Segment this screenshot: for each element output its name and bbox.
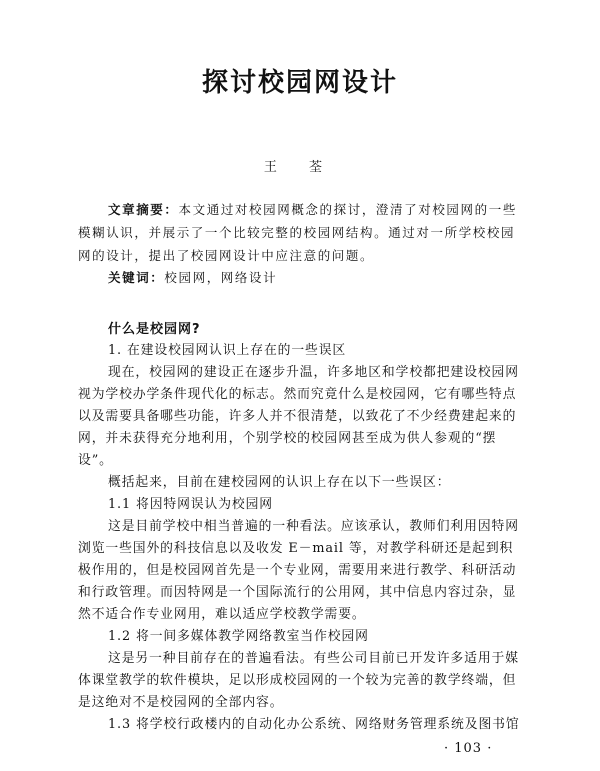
- paragraph-2: 概括起来，目前在建校园网的认识上存在以下一些误区：: [108, 475, 451, 490]
- subheading-1-3: 1.3 将学校行政楼内的自动化办公系统、网络财务管理系统及图书馆: [108, 717, 520, 732]
- keywords-label: 关键词：: [108, 270, 165, 285]
- subheading-1-2: 1.2 将一间多媒体教学网络教室当作校园网: [108, 629, 369, 644]
- abstract-text: 本文通过对校园网概念的探讨，澄清了对校园网的一些模糊认识，并展示了一个比较完整的校园网结构。通过对一所学校校园网的设计，提出了校园网设计中应注意的问题。: [78, 202, 517, 263]
- keywords-text: 校园网，网络设计: [164, 270, 278, 285]
- subheading-1-1: 1.1 将因特网误认为校园网: [108, 497, 273, 512]
- section-heading: 什么是校园网?: [108, 322, 201, 337]
- paragraph-4: 这是另一种目前存在的普遍看法。有些公司目前已开发许多适用于媒体课堂教学的软件模块，足以形成校园网的一个较为完善的教学终端，但是这绝对不是校园网的全部内容。: [78, 651, 519, 710]
- section-body: [78, 340, 522, 736]
- author-name: 王 荃: [263, 160, 337, 175]
- abstract: [78, 198, 520, 267]
- page-title: 探讨校园网设计: [201, 68, 398, 98]
- keywords: [108, 268, 520, 286]
- paragraph-1: 现在，校园网的建设正在逐步升温，许多地区和学校都把建设校园网视为学校办学条件现代化的标志。然而究竟什么是校园网，它有哪些特点以及需要具备哪些功能，许多人并不很清楚，以致花了不少经费建起来的网，并未获得充分地利用，个别学校的校园网甚至成为供人参观的“摆设”。: [78, 365, 519, 468]
- paragraph-3: 这是目前学校中相当普遍的一种看法。应该承认，教师们利用因特网浏览一些国外的科技信息以及收发 E－mail 等，对教学科研还是起到积极作用的，但是校园网首先是一个专业网，需要用来进行教学、科研活动和行政管理。而因特网是一个国际流行的公用网，其中信息内容过杂，显然不适合作专业网用，难以适应学校教学需要。: [78, 519, 519, 622]
- abstract-label: 文章摘要：: [108, 202, 179, 217]
- subheading-1: 1. 在建设校园网认识上存在的一些误区: [108, 343, 347, 358]
- page-number: · 103 ·: [444, 741, 493, 756]
